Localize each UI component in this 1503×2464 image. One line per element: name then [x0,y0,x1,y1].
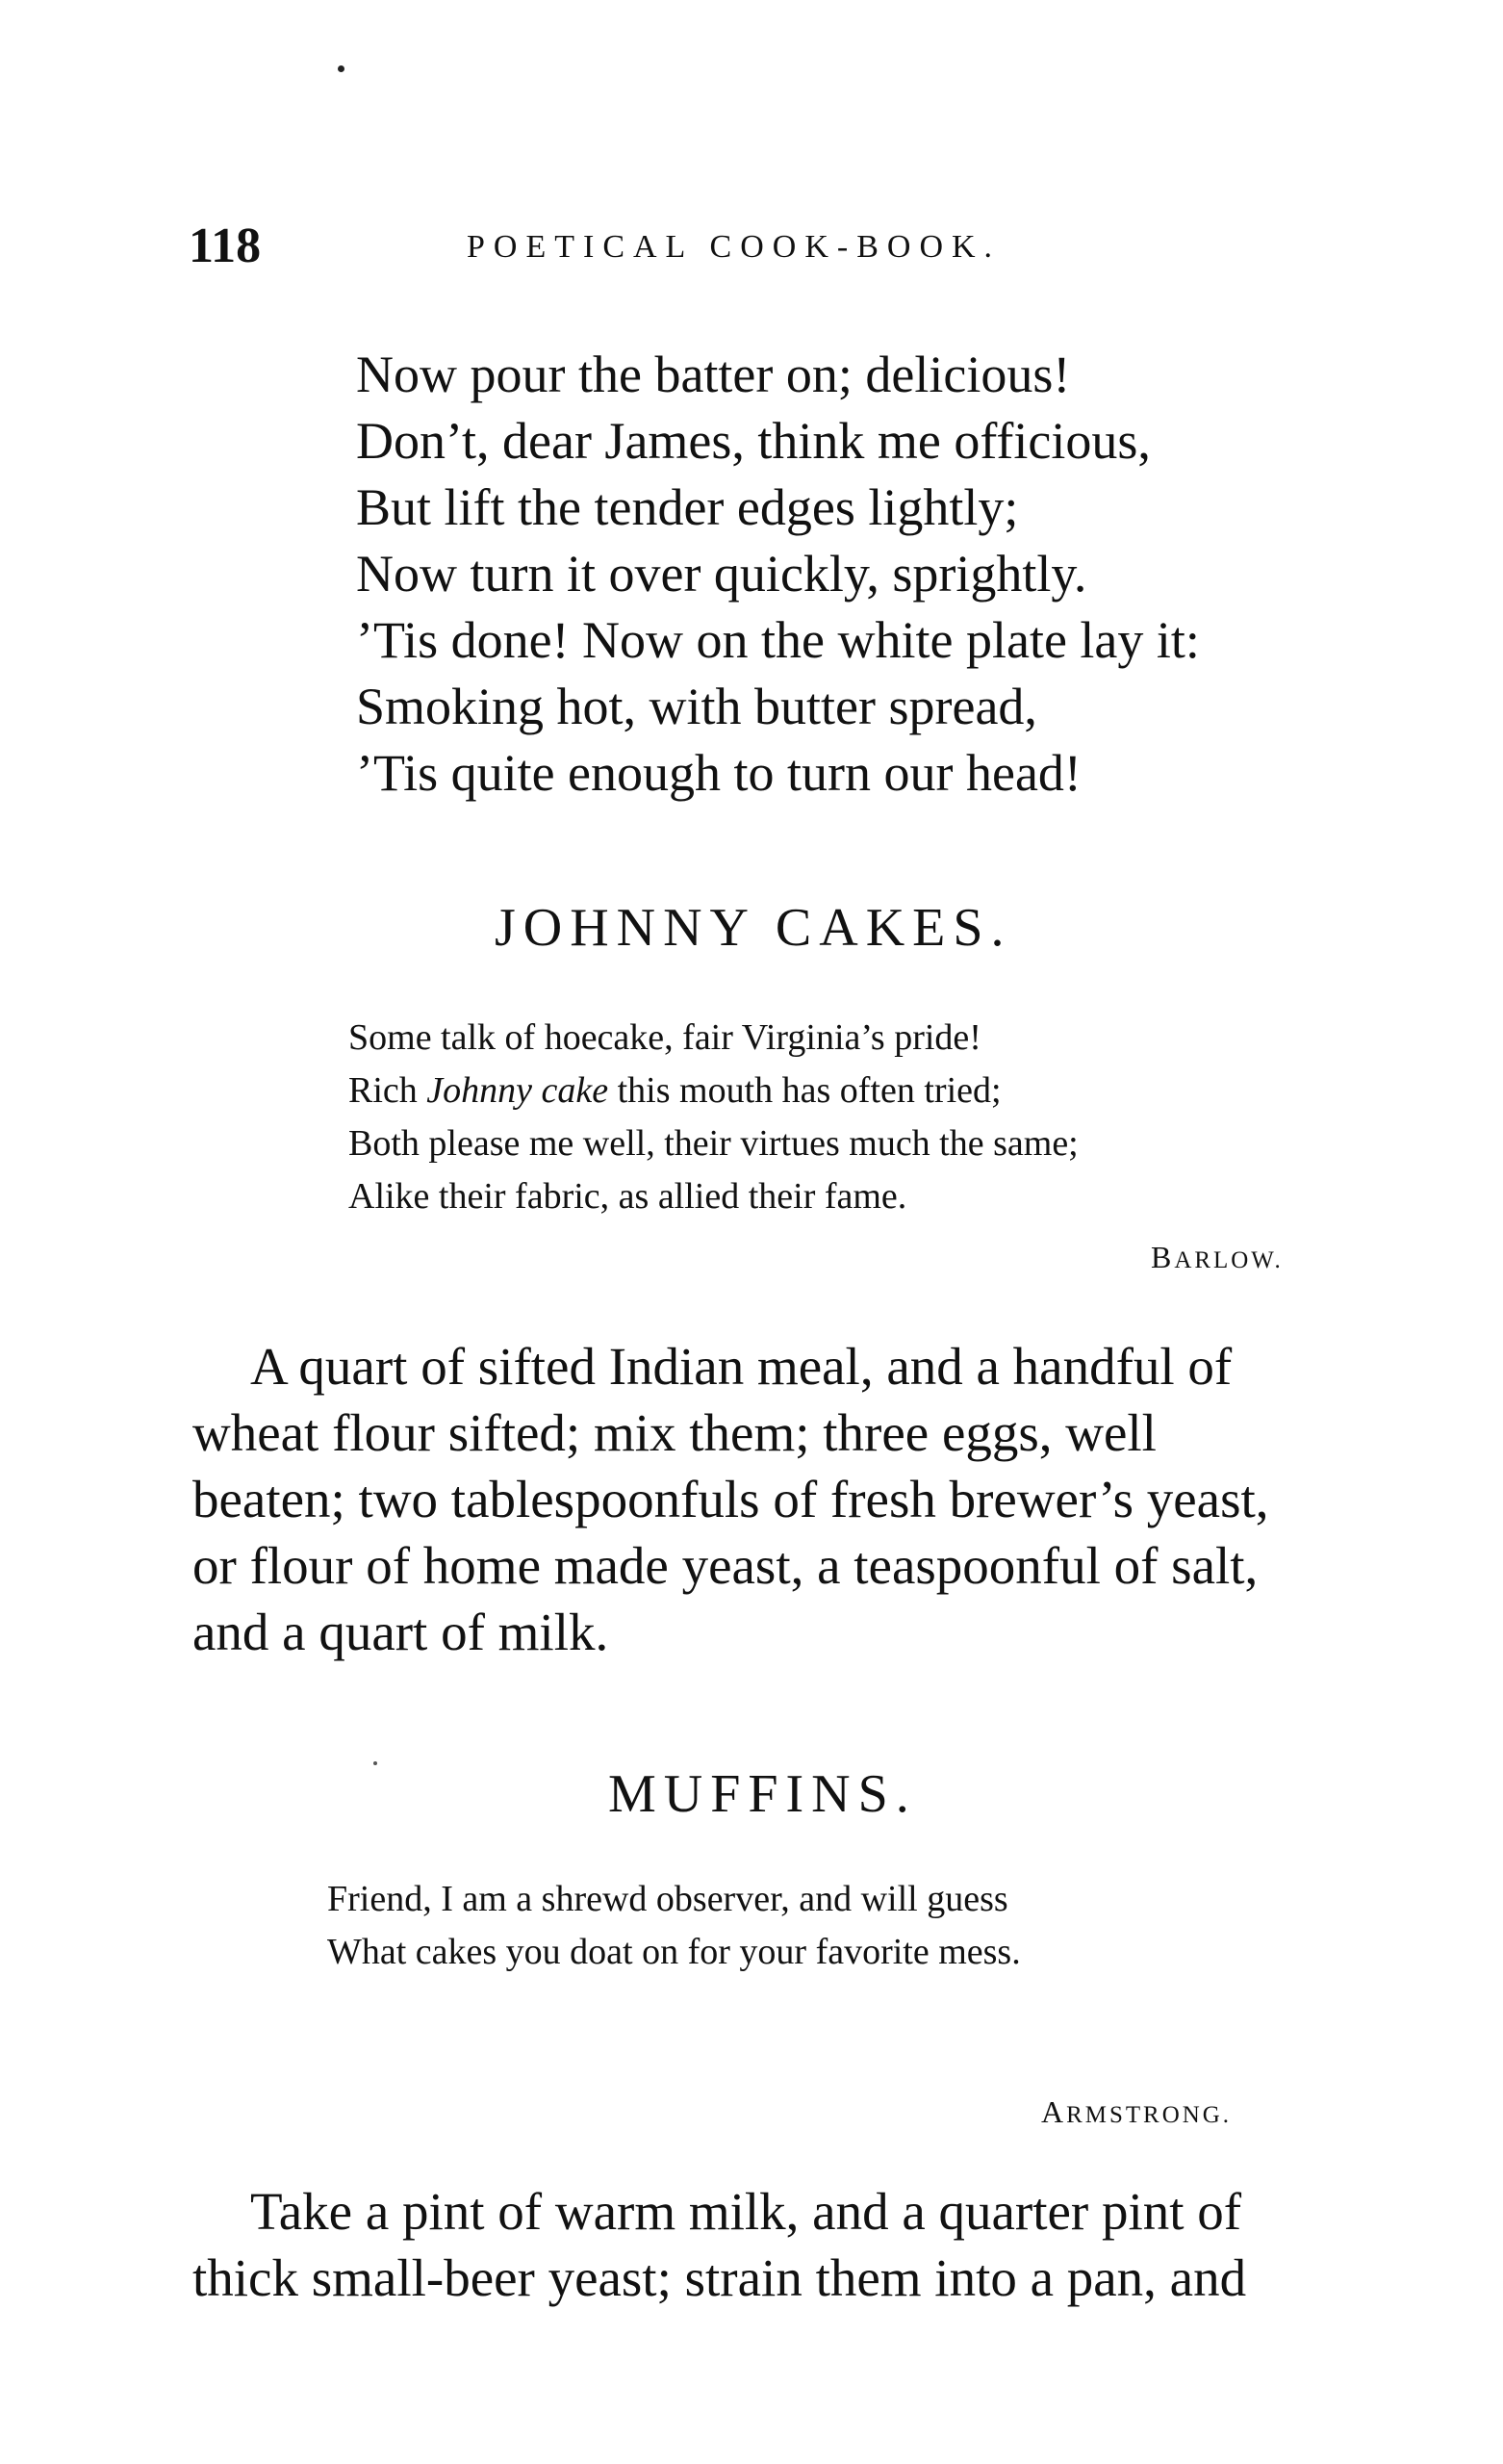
recipe-line: thick small-beer yeast; strain them into a pan, and [192,2248,1247,2307]
printer-mark [373,1761,377,1765]
running-title: POETICAL COOK-BOOK. [467,229,1002,265]
recipe-line: wheat flour sifted; mix them; three eggs, well [192,1403,1157,1462]
epigraph-line: What cakes you doat on for your favorite mess. [327,1932,1021,1972]
epigraph-attribution [1041,2094,1232,2130]
recipe-line: Take a pint of warm milk, and a quarter pint of [250,2182,1242,2241]
johnny-cakes-recipe [192,1333,1269,1665]
poem-line: Now turn it over quickly, sprightly. [356,545,1087,603]
epigraph-attribution [1151,1240,1284,1275]
epigraph-line: Friend, I am a shrewd observer, and will guess [327,1879,1008,1919]
recipe-line: A quart of sifted Indian meal, and a handful of [250,1337,1233,1396]
poem-line: ’Tis done! Now on the white plate lay it: [356,611,1200,669]
epigraph-text: this mouth has often tried; [608,1070,1002,1111]
muffins-recipe [192,2178,1246,2311]
poem-line: ’Tis quite enough to turn our head! [356,744,1082,802]
epigraph-italic-text: Johnny cake [426,1070,609,1111]
recipe-line: or flour of home made yeast, a teaspoonful of salt, [192,1536,1259,1595]
attribution-small-caps: RMSTRONG. [1066,2102,1233,2128]
poem-line: Now pour the batter on; delicious! [356,346,1071,403]
poem-continued [356,342,1200,807]
johnny-cakes-epigraph [348,1012,1079,1223]
poem-line: Don’t, dear James, think me officious, [356,412,1151,470]
johnny-cakes-heading: JOHNNY CAKES. [495,898,1012,958]
page-number: 118 [189,218,262,273]
epigraph-text: Rich [348,1070,427,1111]
muffins-epigraph [327,1873,1021,1979]
attribution-small-caps: ARLOW. [1174,1247,1284,1273]
muffins-heading: MUFFINS. [608,1764,917,1824]
recipe-line: beaten; two tablespoonfuls of fresh brewer’s yeast, [192,1470,1269,1528]
epigraph-line: Some talk of hoecake, fair Virginia’s pride! [348,1017,981,1058]
poem-line: But lift the tender edges lightly; [356,478,1019,536]
poem-line: Smoking hot, with butter spread, [356,678,1037,735]
recipe-line: and a quart of milk. [192,1603,609,1661]
epigraph-line: Alike their fabric, as allied their fame. [348,1176,907,1217]
epigraph-line: Both please me well, their virtues much the same; [348,1123,1079,1164]
printer-mark [338,65,344,72]
attribution-initial: B [1151,1240,1175,1274]
epigraph-line [348,1065,1079,1117]
attribution-initial: A [1041,2094,1067,2129]
